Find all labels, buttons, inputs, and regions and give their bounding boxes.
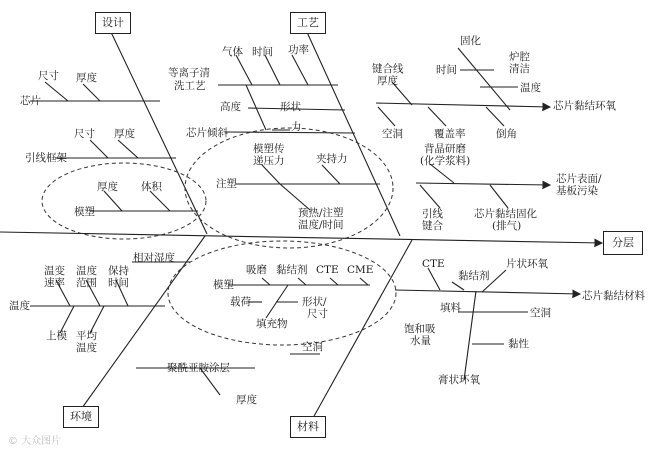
label-die: 芯片 (20, 95, 41, 107)
label-power: 功率 (288, 44, 309, 56)
label-sat-absorb-1: 饱和吸 (404, 323, 436, 335)
label-mold-volume: 体积 (141, 181, 162, 193)
label-flake-epoxy: 片状环氧 (506, 258, 548, 270)
label-surface-2: 基板污染 (556, 185, 598, 197)
label-shape: 形状 (280, 101, 301, 113)
label-abrasion: 吸磨 (246, 264, 267, 276)
arrow-die-attach-epoxy (376, 103, 550, 107)
label-cavity-2: 清洁 (509, 63, 530, 75)
label-coverage: 覆盖率 (434, 128, 466, 140)
label-temp-c: 温度 (520, 82, 541, 94)
label-gas: 气体 (222, 46, 243, 58)
watermark: © 大众图片 (8, 436, 62, 447)
label-filler: 填充物 (256, 318, 288, 330)
label-cme: CME (347, 264, 374, 276)
label-wire-bond-4: 键合 (422, 220, 443, 232)
label-hold-time-2: 时间 (108, 277, 129, 289)
label-adhesive-a: 黏结剂 (458, 270, 490, 282)
label-sat-absorb-2: 水量 (410, 335, 431, 347)
label-filler-a: 填料 (440, 302, 461, 314)
label-mold-thickness: 厚度 (97, 181, 118, 193)
label-wire-bond-1: 键合线 (372, 63, 404, 75)
category-design: 设计 (95, 12, 131, 34)
label-molding-pressure-2: 递压力 (253, 155, 285, 167)
label-time-c: 时间 (436, 64, 457, 76)
label-load: 载荷 (230, 296, 251, 308)
label-polyimide: 聚酰亚胺涂层 (167, 362, 230, 374)
label-flatness-1: 平均 (76, 330, 97, 342)
label-temp-range-2: 范围 (76, 277, 97, 289)
label-clamp-force: 夹持力 (316, 153, 348, 165)
label-preheat-1: 预热/注塑 (298, 207, 344, 219)
label-height: 高度 (220, 101, 241, 113)
arrow-die-attach-material (395, 290, 580, 294)
label-force: 力 (291, 121, 302, 133)
label-thickness-m: 厚度 (236, 394, 257, 406)
label-attach-cure-2: (排气) (492, 220, 522, 232)
effect-box: 分层 (603, 231, 643, 255)
label-wire-bond-3: 引线 (422, 208, 443, 220)
label-stickiness: 黏性 (508, 338, 529, 350)
label-plasma-clean-1: 等离子清 (168, 67, 210, 79)
label-plasma-clean-2: 洗工艺 (174, 80, 206, 92)
label-void-a: 空洞 (530, 307, 551, 319)
label-cavity-1: 炉腔 (509, 51, 530, 63)
label-wire-bond-2: 厚度 (377, 75, 398, 87)
label-attach-cure-1: 芯片黏结固化 (474, 208, 537, 220)
label-humidity: 相对湿度 (133, 252, 175, 264)
label-temp-change-2: 速率 (44, 277, 65, 289)
label-back-grind-1: 背晶研磨 (424, 143, 466, 155)
label-back-grind-2: (化学浆料) (420, 155, 471, 167)
label-adhesive: 黏结剂 (276, 264, 308, 276)
label-temperature: 温度 (9, 300, 30, 312)
label-hold-time-1: 保持 (108, 265, 129, 277)
category-material: 材料 (290, 416, 326, 438)
label-molding-pressure-1: 模塑传 (253, 143, 285, 155)
label-die-thickness: 厚度 (76, 72, 97, 84)
label-upper-mold: 上模 (46, 330, 67, 342)
label-flatness-2: 温度 (76, 342, 97, 354)
label-void-p: 空洞 (382, 128, 403, 140)
label-die-tilt: 芯片倾斜 (186, 127, 228, 139)
label-temp-change-1: 温变 (44, 265, 65, 277)
label-lead-frame: 引线框架 (25, 152, 67, 164)
label-die-size: 尺寸 (38, 70, 59, 82)
label-cte-a: CTE (422, 258, 445, 270)
label-injection: 注塑 (216, 178, 237, 190)
label-die-attach-epoxy: 芯片黏结环氧 (553, 100, 616, 112)
label-preheat-2: 温度/时间 (298, 219, 344, 231)
label-mold: 模塑 (74, 206, 95, 218)
label-frame-thickness: 厚度 (114, 128, 135, 140)
label-mold-m: 模塑 (213, 279, 234, 291)
category-process: 工艺 (290, 12, 326, 34)
label-frame-size: 尺寸 (74, 128, 95, 140)
label-void-m: 空洞 (302, 341, 323, 353)
label-shape-size-1: 形状/ (302, 296, 327, 308)
arrow-surface (416, 183, 550, 185)
label-cure: 固化 (460, 35, 481, 47)
label-surface-1: 芯片表面/ (556, 173, 602, 185)
label-time-p: 时间 (252, 46, 273, 58)
label-temp-range-1: 温度 (76, 265, 97, 277)
category-environment: 环境 (63, 406, 99, 428)
label-shape-size-2: 尺寸 (307, 308, 328, 320)
label-chamfer: 倒角 (496, 128, 517, 140)
label-cte-m: CTE (316, 264, 339, 276)
dashed-group-design (42, 163, 206, 239)
label-paste-epoxy: 膏状环氧 (438, 374, 480, 386)
label-die-attach-material: 芯片黏结材料 (582, 290, 645, 302)
